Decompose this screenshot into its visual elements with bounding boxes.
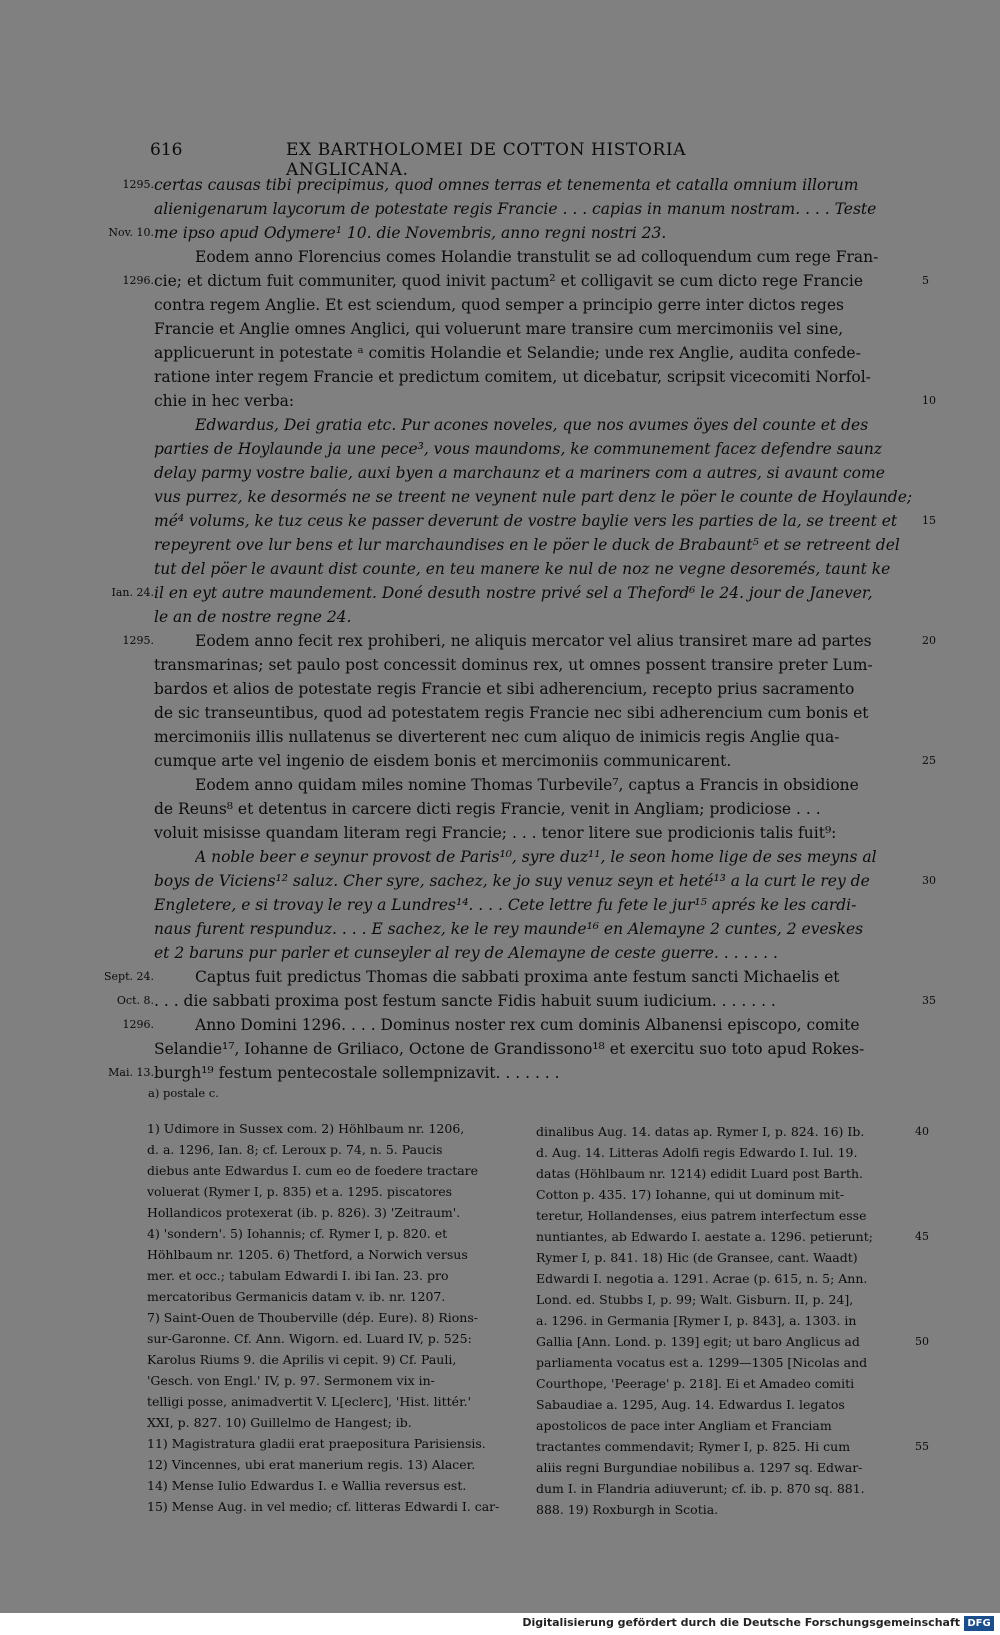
text-line: Captus fuit predictus Thomas die sabbati proxima ante festum sancti Michaelis et: [195, 968, 840, 986]
footnote-line: d. Aug. 14. Litteras Adolfi regis Edwardo I. Iul. 19.: [536, 1145, 858, 1160]
footnote-line: diebus ante Edwardus I. cum eo de foedere tractare: [147, 1163, 479, 1178]
footer-credit: Digitalisierung gefördert durch die Deutsche Forschungsgemeinschaft: [522, 1616, 960, 1629]
text-line: cie; et dictum fuit communiter, quod inivit pactum² et colligavit se cum dicto rege Francie: [154, 272, 863, 290]
line-number: 5: [922, 274, 929, 287]
footnote-line: apostolicos de pace inter Angliam et Franciam: [536, 1418, 832, 1433]
text-line: tut del pöer le avaunt dist counte, en teu manere ke nul de noz ne vegne desoremés, taunt ke: [154, 560, 891, 578]
footnote-line: XXI, p. 827. 10) Guillelmo de Hangest; ib.: [147, 1415, 412, 1430]
margin-date: 1296.: [122, 1018, 154, 1031]
footnote-line: 'Gesch. von Engl.' IV, p. 97. Sermonem vix in-: [147, 1373, 435, 1388]
margin-date: Mai. 13.: [108, 1066, 154, 1079]
footnote-line: Rymer I, p. 841. 18) Hic (de Gransee, cant. Waadt): [536, 1250, 858, 1265]
text-line: Francie et Anglie omnes Anglici, qui voluerunt mare transire cum mercimoniis vel sine,: [154, 320, 844, 338]
text-line: et 2 baruns pur parler et cunseyler al rey de Alemayne de ceste guerre. . . . . . .: [154, 944, 778, 962]
text-line: il en eyt autre maundement. Doné desuth nostre privé sel a Theford⁶ le 24. jour de Janever,: [154, 584, 873, 602]
footnote-line: telligi posse, animadvertit V. L[eclerc], 'Hist. littér.': [147, 1394, 472, 1409]
footnote-line: Hollandicos protexerat (ib. p. 826). 3) 'Zeitraum'.: [147, 1205, 461, 1220]
footnote-line: Courthope, 'Peerage' p. 218]. Ei et Amadeo comiti: [536, 1376, 855, 1391]
text-line: . . . die sabbati proxima post festum sancte Fidis habuit suum iudicium. . . . . . .: [154, 992, 776, 1010]
text-line: naus furent respunduz. . . . E sachez, ke le rey maunde¹⁶ en Alemayne 2 cuntes, 2 eveskes: [154, 920, 864, 938]
text-line: de sic transeuntibus, quod ad potestatem regis Francie nec sibi adherencium cum bonis et: [154, 704, 869, 722]
dfg-logo: DFG: [964, 1616, 994, 1631]
text-line: Eodem anno Florencius comes Holandie transtulit se ad colloquendum cum rege Fran-: [195, 248, 879, 266]
text-line: me ipso apud Odymere¹ 10. die Novembris, anno regni nostri 23.: [154, 224, 667, 242]
footnote-line: 14) Mense Iulio Edwardus I. e Wallia reversus est.: [147, 1478, 467, 1493]
line-number: 25: [922, 754, 936, 767]
text-line: Eodem anno fecit rex prohiberi, ne aliquis mercator vel alius transiret mare ad partes: [195, 632, 872, 650]
footnote-line: d. a. 1296, Ian. 8; cf. Leroux p. 74, n. 5. Paucis: [147, 1142, 443, 1157]
footnote-line: Karolus Riums 9. die Aprilis vi cepit. 9) Cf. Pauli,: [147, 1352, 457, 1367]
text-line: Anno Domini 1296. . . . Dominus noster rex cum dominis Albanensi episcopo, comite: [195, 1016, 860, 1034]
text-line: chie in hec verba:: [154, 392, 295, 410]
text-line: le an de nostre regne 24.: [154, 608, 352, 626]
text-line: voluit misisse quandam literam regi Francie; . . . tenor litere sue prodicionis talis fuit⁹:: [154, 824, 837, 842]
footnote-line: nuntiantes, ab Edwardo I. aestate a. 1296. petierunt;: [536, 1229, 873, 1244]
footnote-line: sur-Garonne. Cf. Ann. Wigorn. ed. Luard IV, p. 525:: [147, 1331, 472, 1346]
footnote-line: dum I. in Flandria adiuverunt; cf. ib. p. 870 sq. 881.: [536, 1481, 865, 1496]
running-header: [150, 140, 800, 180]
footnote-line: 888. 19) Roxburgh in Scotia.: [536, 1502, 719, 1517]
text-line: repeyrent ove lur bens et lur marchaundises en le pöer le duck de Brabaunt⁵ et se retreent del: [154, 536, 900, 554]
textual-footnote: a) postale c.: [148, 1086, 219, 1100]
text-line: certas causas tibi precipimus, quod omnes terras et tenementa et catalla omnium illorum: [154, 176, 859, 194]
text-line: delay parmy vostre balie, auxi byen a marchaunz et a mariners com a autres, si avaunt come: [154, 464, 885, 482]
footnote-line: teretur, Hollandenses, eius patrem interfectum esse: [536, 1208, 867, 1223]
margin-date: 1295.: [122, 634, 154, 647]
margin-date: Sept. 24.: [104, 970, 154, 983]
footnote-line: 15) Mense Aug. in vel medio; cf. litteras Edwardi I. car-: [147, 1499, 500, 1514]
footnote-line: Lond. ed. Stubbs I, p. 99; Walt. Gisburn. II, p. 24],: [536, 1292, 854, 1307]
text-line: ratione inter regem Francie et predictum comitem, ut dicebatur, scripsit vicecomiti Norfol-: [154, 368, 871, 386]
text-line: boys de Viciens¹² saluz. Cher syre, sachez, ke jo suy venuz seyn et heté¹³ a la curt le rey de: [154, 872, 870, 890]
text-line: contra regem Anglie. Et est sciendum, quod semper a principio gerre inter dictos reges: [154, 296, 844, 314]
text-line: bardos et alios de potestate regis Francie et sibi adherencium, recepto prius sacramento: [154, 680, 855, 698]
footnote-line-number: 55: [915, 1440, 929, 1453]
running-title: EX BARTHOLOMEI DE COTTON HISTORIA ANGLICANA.: [286, 140, 687, 180]
text-line: Edwardus, Dei gratia etc. Pur acones noveles, que nos avumes öyes del counte et des: [195, 416, 869, 434]
footnote-line: datas (Höhlbaum nr. 1214) edidit Luard post Barth.: [536, 1166, 864, 1181]
footnote-line: mer. et occ.; tabulam Edwardi I. ibi Ian. 23. pro: [147, 1268, 449, 1283]
text-line: burgh¹⁹ festum pentecostale sollempnizavit. . . . . . .: [154, 1064, 560, 1082]
footnote-line: Höhlbaum nr. 1205. 6) Thetford, a Norwich versus: [147, 1247, 468, 1262]
text-line: Eodem anno quidam miles nomine Thomas Turbevile⁷, captus a Francis in obsidione: [195, 776, 859, 794]
footnote-line: voluerat (Rymer I, p. 835) et a. 1295. piscatores: [147, 1184, 453, 1199]
footnote-line: 7) Saint-Ouen de Thouberville (dép. Eure). 8) Rions-: [147, 1310, 478, 1325]
footnote-line: a. 1296. in Germania [Rymer I, p. 843], a. 1303. in: [536, 1313, 857, 1328]
footnote-line: dinalibus Aug. 14. datas ap. Rymer I, p. 824. 16) Ib.: [536, 1124, 865, 1139]
footnote-line: 11) Magistratura gladii erat praepositura Parisiensis.: [147, 1436, 486, 1451]
footnote-line: 4) 'sondern'. 5) Iohannis; cf. Rymer I, p. 820. et: [147, 1226, 448, 1241]
text-line: parties de Hoylaunde ja une pece³, vous maundoms, ke communement facez defendre saunz: [154, 440, 883, 458]
footnote-line: Edwardi I. negotia a. 1291. Acrae (p. 615, n. 5; Ann.: [536, 1271, 868, 1286]
text-line: applicuerunt in potestate ᵃ comitis Holandie et Selandie; unde rex Anglie, audita confede-: [154, 344, 861, 362]
text-line: vus purrez, ke desormés ne se treent ne veynent nule part denz le pöer le counte de Hoylaunde;: [154, 488, 913, 506]
text-line: Selandie¹⁷, Iohanne de Griliaco, Octone de Grandissono¹⁸ et exercitu suo toto apud Rokes-: [154, 1040, 865, 1058]
text-line: de Reuns⁸ et detentus in carcere dicti regis Francie, venit in Angliam; prodiciose . . .: [154, 800, 821, 818]
margin-date: 1296.: [122, 274, 154, 287]
margin-date: 1295.: [122, 178, 154, 191]
line-number: 10: [922, 394, 936, 407]
footnote-line: Cotton p. 435. 17) Iohanne, qui ut dominum mit-: [536, 1187, 845, 1202]
margin-date: Ian. 24.: [111, 586, 154, 599]
footnote-line: mercatoribus Germanicis datam v. ib. nr. 1207.: [147, 1289, 446, 1304]
footnote-line: 1) Udimore in Sussex com. 2) Höhlbaum nr. 1206,: [147, 1121, 465, 1136]
digitization-footer: [0, 1613, 1000, 1635]
footnote-line-number: 40: [915, 1125, 929, 1138]
footnote-line-number: 45: [915, 1230, 929, 1243]
footnote-line: 12) Vincennes, ubi erat manerium regis. 13) Alacer.: [147, 1457, 476, 1472]
text-line: A noble beer e seynur provost de Paris¹⁰, syre duz¹¹, le seon home lige de ses meyns al: [195, 848, 877, 866]
footnote-line: aliis regni Burgundiae nobilibus a. 1297 sq. Edwar-: [536, 1460, 863, 1475]
text-line: transmarinas; set paulo post concessit dominus rex, ut omnes possent transire preter Lum-: [154, 656, 873, 674]
footnote-line: Sabaudiae a. 1295, Aug. 14. Edwardus I. legatos: [536, 1397, 845, 1412]
line-number: 30: [922, 874, 936, 887]
line-number: 20: [922, 634, 936, 647]
text-line: cumque arte vel ingenio de eisdem bonis et mercimoniis communicarent.: [154, 752, 732, 770]
footnote-line: tractantes commendavit; Rymer I, p. 825. Hi cum: [536, 1439, 851, 1454]
page-number: 616: [150, 140, 183, 160]
line-number: 35: [922, 994, 936, 1007]
margin-date: Oct. 8.: [116, 994, 154, 1007]
text-line: Engletere, e si trovay le rey a Lundres¹⁴. . . . Cete lettre fu fete le jur¹⁵ aprés ke les cardi-: [154, 896, 857, 914]
footnote-line: parliamenta vocatus est a. 1299—1305 [Nicolas and: [536, 1355, 868, 1370]
text-line: mercimoniis illis nullatenus se diverterent nec cum aliquo de inimicis regis Anglie qua-: [154, 728, 840, 746]
text-line: mé⁴ volums, ke tuz ceus ke passer deverunt de vostre baylie vers les parties de la, se treent et: [154, 512, 898, 530]
footnote-line: Gallia [Ann. Lond. p. 139] egit; ut baro Anglicus ad: [536, 1334, 860, 1349]
text-line: alienigenarum laycorum de potestate regis Francie . . . capias in manum nostram. . . . Teste: [154, 200, 877, 218]
footnote-line-number: 50: [915, 1335, 929, 1348]
line-number: 15: [922, 514, 936, 527]
margin-date: Nov. 10.: [108, 226, 154, 239]
